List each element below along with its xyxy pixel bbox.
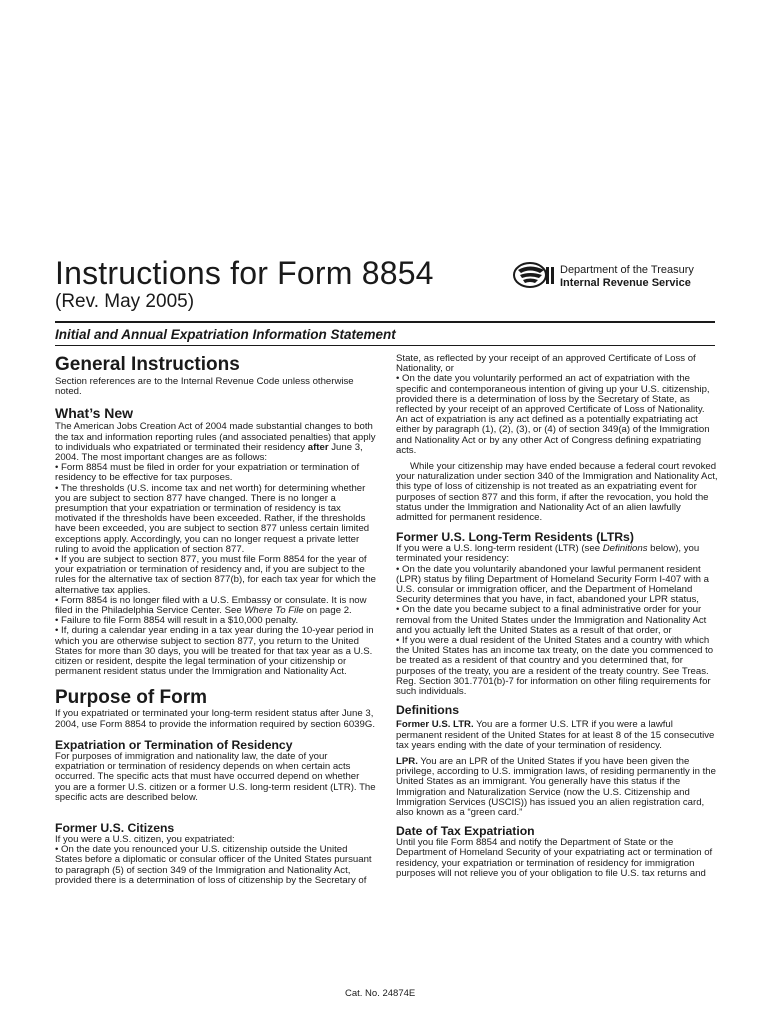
definition-text: You are an LPR of the United States if you have been given the privilege, according to U.S. immigration laws, of residing permanently in the United States as an immigrant. You generally have this status if the Immigration and Naturalization Service (now the U.S. Citizenship and Immigration Services (USCIS)) has issued you an alien registration card, also known as a “green card.” <box>396 755 716 818</box>
definition-text: You are a former U.S. LTR if you were a lawful permanent resident of the United States for at least 8 of the 15 consecutive tax years ending with the date of your termination of residency. <box>396 719 715 751</box>
former-ltr-bullet: • On the date you voluntarily abandoned your lawful permanent resident (LPR) status by filing Department of Homeland Security Form I-407 with a U.S. consular or immigration officer, and the Department of Homeland Security determines that you have, in fact, abandoned your LPR status, <box>396 563 709 606</box>
whats-new-text-bold: after <box>307 441 329 453</box>
date-of-tax-expatriation-paragraph: Until you file Form 8854 and notify the Department of State or the Department of Homeland Security of your expatriating act or termination of residency, your expatriation or termination of residency for immigration purposes will not relieve you of your obligation to file U.S. tax returns and <box>396 837 713 879</box>
former-ltr-bullet: • If you were a dual resident of the United States and a country with which the United States has an income tax treaty, on the date you commenced to be treated as a resident of that country and you determined that, for purposes of the treaty, you are a resident of the treaty country. See Treas. Reg. Section 301.7701(b)-7 for information on other filing requirements for such individuals. <box>396 635 714 698</box>
agency-service: Internal Revenue Service <box>560 277 691 289</box>
purpose-heading: Purpose of Form <box>55 687 208 709</box>
agency-block <box>560 264 694 290</box>
form-subtitle: Initial and Annual Expatriation Information Statement <box>55 327 396 342</box>
whats-new-heading: What’s New <box>55 405 134 422</box>
change-bullet: • If, during a calendar year ending in a tax year during the 10-year period in which you are otherwise subject to section 877, you return to the United States for more than 30 days, you will be treated for that tax year as a U.S. citizen or resident, despite the legal termination of your citizenship or permanent resident status under the Immigration and Nationality Act. <box>55 625 374 678</box>
general-instructions-heading: General Instructions <box>55 354 240 375</box>
revocation-paragraph: While your citizenship may have ended because a federal court revoked your naturalization under section 340 of the Immigration and Nationality Act, this type of loss of citizenship is not treated as an expatriating event for purposes of section 877 and this form, if after the revocation, you hold the status under the Immigration and Nationality Act of an alien lawfully admitted for permanent residence. <box>396 461 718 524</box>
ltr-text-a: If you were a U.S. long-term resident (LTR) (see <box>396 543 603 555</box>
change-bullet: • If you are subject to section 877, you must file Form 8854 for the year of your expatriation or termination of residency and, if you are subject to the rules for the alternative tax of section 877(b), for each tax year for which the alternative tax applies. <box>55 554 377 596</box>
date-of-tax-expatriation-heading: Date of Tax Expatriation <box>396 824 535 839</box>
agency-department: Department of the Treasury <box>560 264 694 276</box>
subtitle-rule <box>55 345 715 346</box>
former-ltr-intro <box>396 544 718 564</box>
ltr-text-b: below), you terminated your residency: <box>396 543 700 565</box>
right-column <box>396 354 718 879</box>
definition-lpr <box>396 757 718 818</box>
irs-eagle-logo-icon <box>512 261 556 289</box>
definitions-link: Definitions <box>602 543 648 555</box>
former-ltr-heading: Former U.S. Long-Term Residents (LTRs) <box>396 530 634 545</box>
where-to-file-link: Where To File <box>244 605 304 617</box>
whats-new-text-b: June 3, 2004. The most important changes are as follows: <box>55 441 363 464</box>
former-citizens-bullet: • On the date you renounced your U.S. citizenship outside the United States before a diplomatic or consular officer of the United States pursuant to paragraph (5) of section 349 of the Immigration and Nationality Act, provided there is a determination of loss of citizenship by the Secretary of <box>55 844 372 886</box>
bullet-text: on page 2. <box>303 605 352 617</box>
definitions-heading: Definitions <box>396 703 459 718</box>
continued-paragraph: State, as reflected by your receipt of an approved Certificate of Loss of Nationality, or <box>396 353 696 375</box>
change-bullet <box>55 596 377 616</box>
general-intro-text: Section references are to the Internal Revenue Code unless otherwise noted. <box>55 376 354 398</box>
left-column <box>55 354 377 886</box>
change-bullet: • Failure to file Form 8854 will result in a $10,000 penalty. <box>55 615 299 627</box>
bullet-text: • Form 8854 is no longer filed with a U.S. Embassy or consulate. It is now filed in the Philadelphia Service Center. See <box>55 594 367 617</box>
expatriation-act-bullet: • On the date you voluntarily performed an act of expatriation with the specific and contemporaneous intention of giving up your U.S. citizenship, provided there is a determination of loss by the Secretary of State, as reflected by your receipt of an approved Certificate of Loss of Nationality. An act of expatriation is any act defined as a potentially expatriating act either by paragraph (1), (2), (3), or (4) of section 349(a) of the Immigration and Nationality Act or by any other Act of Congress defining expatriating acts. <box>396 373 710 456</box>
definition-term: LPR. <box>396 755 418 767</box>
expatriation-paragraph: For purposes of immigration and nationality law, the date of your expatriation or termination of residency depends on when certain acts occurred. The specific acts that must have occurred depend on whether you are a former U.S. citizen or a former U.S. long-term resident (LTR). The specific acts are described below. <box>55 750 376 803</box>
whats-new-text-a: The American Jobs Creation Act of 2004 made substantial changes to both the tax and information reporting rules (and associated penalties) that apply to individuals who expatriated or terminated their residency <box>55 421 376 453</box>
form-title: Instructions for Form 8854 <box>55 255 434 291</box>
former-citizens-intro: If you were a U.S. citizen, you expatriated: <box>55 833 235 845</box>
former-ltr-bullet: • On the date you became subject to a final administrative order for your removal from the United States under the Immigration and Nationality Act and you actually left the United States as a result of that order, or <box>396 604 707 636</box>
revision-date: (Rev. May 2005) <box>55 291 195 312</box>
expatriation-heading: Expatriation or Termination of Residency <box>55 737 293 752</box>
header-rule <box>55 321 715 323</box>
definition-term: Former U.S. LTR. <box>396 719 474 731</box>
whats-new-paragraph <box>55 422 377 463</box>
change-bullet: • Form 8854 must be filed in order for your expatriation or termination of residency to be effective for tax purposes. <box>55 462 360 484</box>
purpose-paragraph: If you expatriated or terminated your long-term resident status after June 3, 2004, use Form 8854 to provide the information required by section 6039G. <box>55 708 375 730</box>
definition-former-ltr <box>396 720 718 751</box>
catalog-number: Cat. No. 24874E <box>345 988 416 999</box>
change-bullet: • The thresholds (U.S. income tax and net worth) for determining whether you are subject to section 877 have changed. There is no longer a presumption that your expatriation or termination of residency is tax motivated if the thresholds have been exceeded. Rather, if the thresholds have been exceeded, you are subject to section 877 unless certain limited exceptions apply. Accordingly, you can no longer request a private letter ruling to avoid the application of section 877. <box>55 482 370 555</box>
former-citizens-heading: Former U.S. Citizens <box>55 820 175 835</box>
